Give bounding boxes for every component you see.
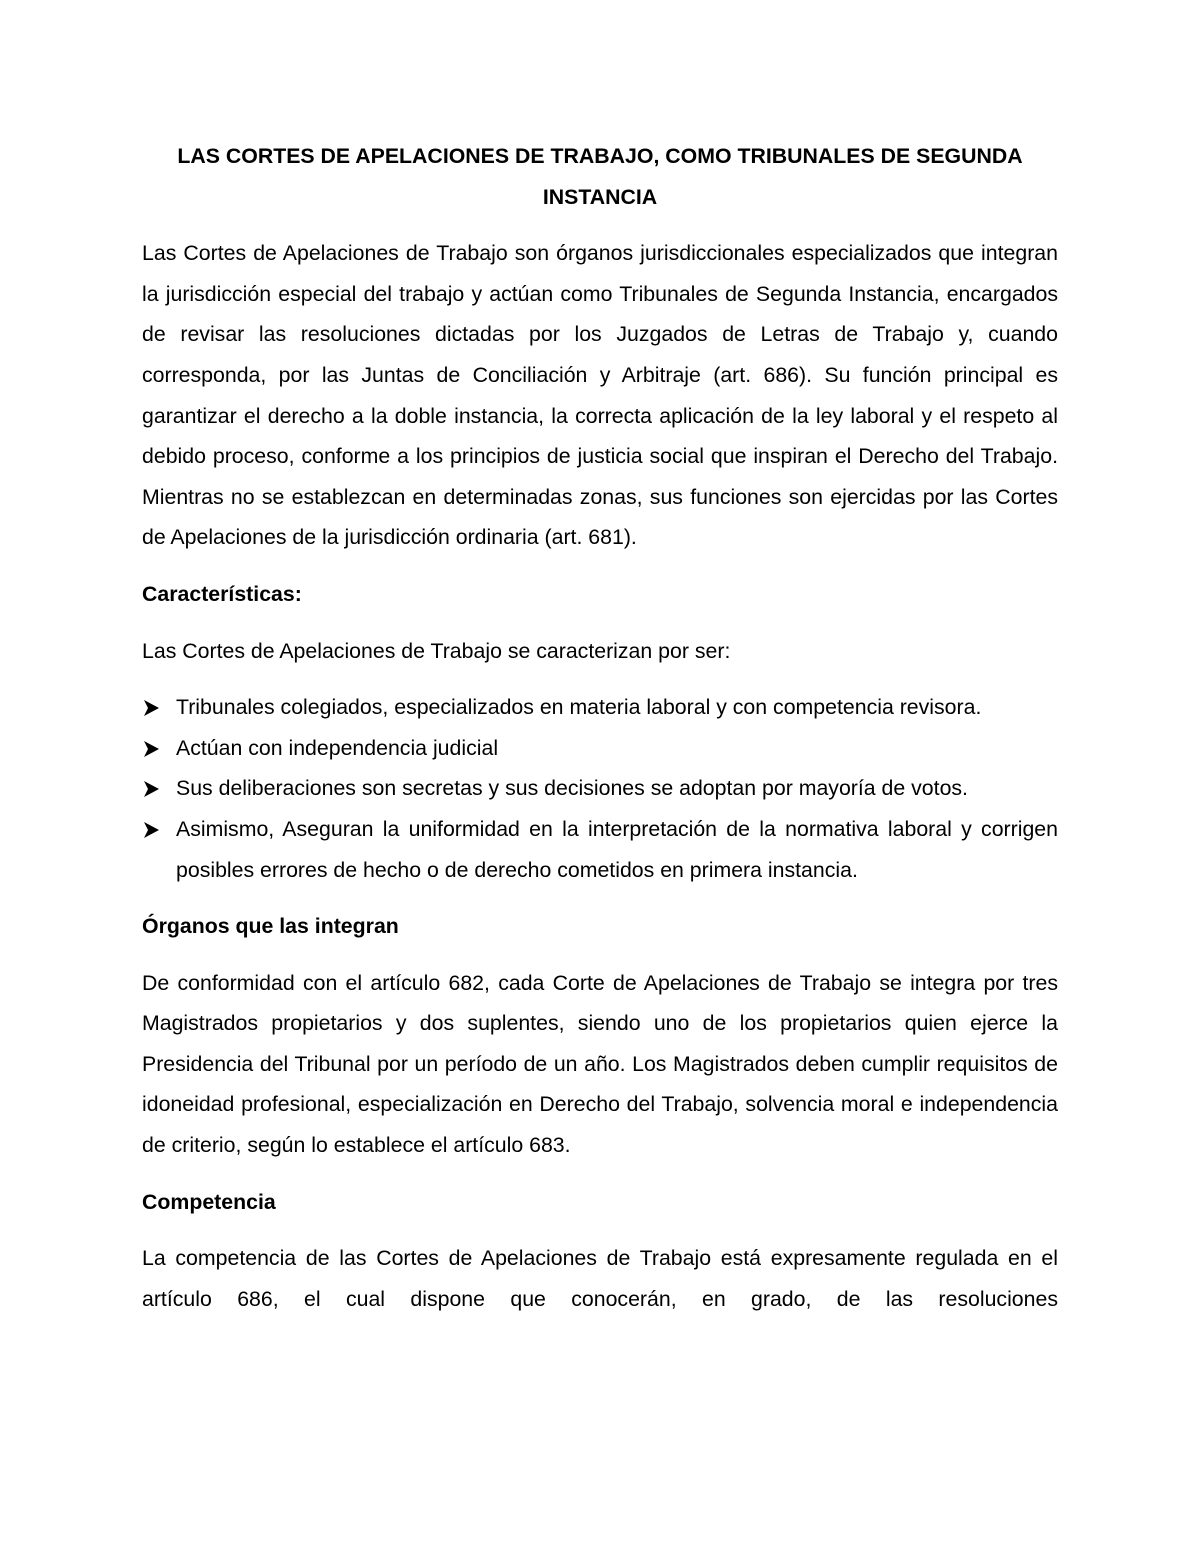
- intro-paragraph: Las Cortes de Apelaciones de Trabajo son órganos jurisdiccionales especializados que integran la jurisdicción especial del trabajo y actúan como Tribunales de Segunda Instancia, encargados de revisar las resoluciones dictadas por los Juzgados de Letras de Trabajo y, cuando corresponda, por las Juntas de Conciliación y Arbitraje (art. 686). Su función principal es garantizar el derecho a la doble instancia, la correcta aplicación de la ley laboral y el respeto al debido proceso, conforme a los principios de justicia social que inspiran el Derecho del Trabajo. Mientras no se establezcan en determinadas zonas, sus funciones son ejercidas por las Cortes de Apelaciones de la jurisdicción ordinaria (art. 681).: [142, 241, 1058, 550]
- arrowhead-bullet-icon: [142, 780, 160, 798]
- list-item: [142, 809, 1058, 890]
- arrowhead-bullet-icon: [142, 821, 160, 839]
- section-heading-competencia: Competencia: [142, 1189, 276, 1214]
- competencia-paragraph: La competencia de las Cortes de Apelaciones de Trabajo está expresamente regulada en el artículo 686, el cual dispone que conocerán, en grado, de las resoluciones: [142, 1246, 1058, 1311]
- list-item: [142, 728, 1058, 769]
- list-item-text: Actúan con independencia judicial: [176, 735, 499, 760]
- organos-paragraph: De conformidad con el artículo 682, cada Corte de Apelaciones de Trabajo se integra por tres Magistrados propietarios y dos suplentes, siendo uno de los propietarios quien ejerce la Presidencia del Tribunal por un período de un año. Los Magistrados deben cumplir requisitos de idoneidad profesional, especialización en Derecho del Trabajo, solvencia moral e independencia de criterio, según lo establece el artículo 683.: [142, 970, 1058, 1158]
- list-item-text: Tribunales colegiados, especializados en materia laboral y con competencia revisora.: [176, 695, 982, 720]
- list-item-text: Sus deliberaciones son secretas y sus decisiones se adoptan por mayoría de votos.: [176, 776, 968, 801]
- arrowhead-bullet-icon: [142, 740, 160, 758]
- list-item: [142, 687, 1058, 728]
- caracteristicas-lead: Las Cortes de Apelaciones de Trabajo se caracterizan por ser:: [142, 638, 731, 663]
- caracteristicas-list: [142, 687, 1058, 890]
- section-heading-caracteristicas: Características:: [142, 581, 302, 606]
- document-title: LAS CORTES DE APELACIONES DE TRABAJO, COMO TRIBUNALES DE SEGUNDA INSTANCIA: [177, 144, 1023, 209]
- arrowhead-bullet-icon: [142, 699, 160, 717]
- document-body: [142, 136, 1058, 1335]
- list-item: [142, 768, 1058, 809]
- list-item-text: Asimismo, Aseguran la uniformidad en la interpretación de la normativa laboral y corrigen posibles errores de hecho o de derecho cometidos en primera instancia.: [176, 816, 1058, 882]
- section-heading-organos: Órganos que las integran: [142, 914, 399, 939]
